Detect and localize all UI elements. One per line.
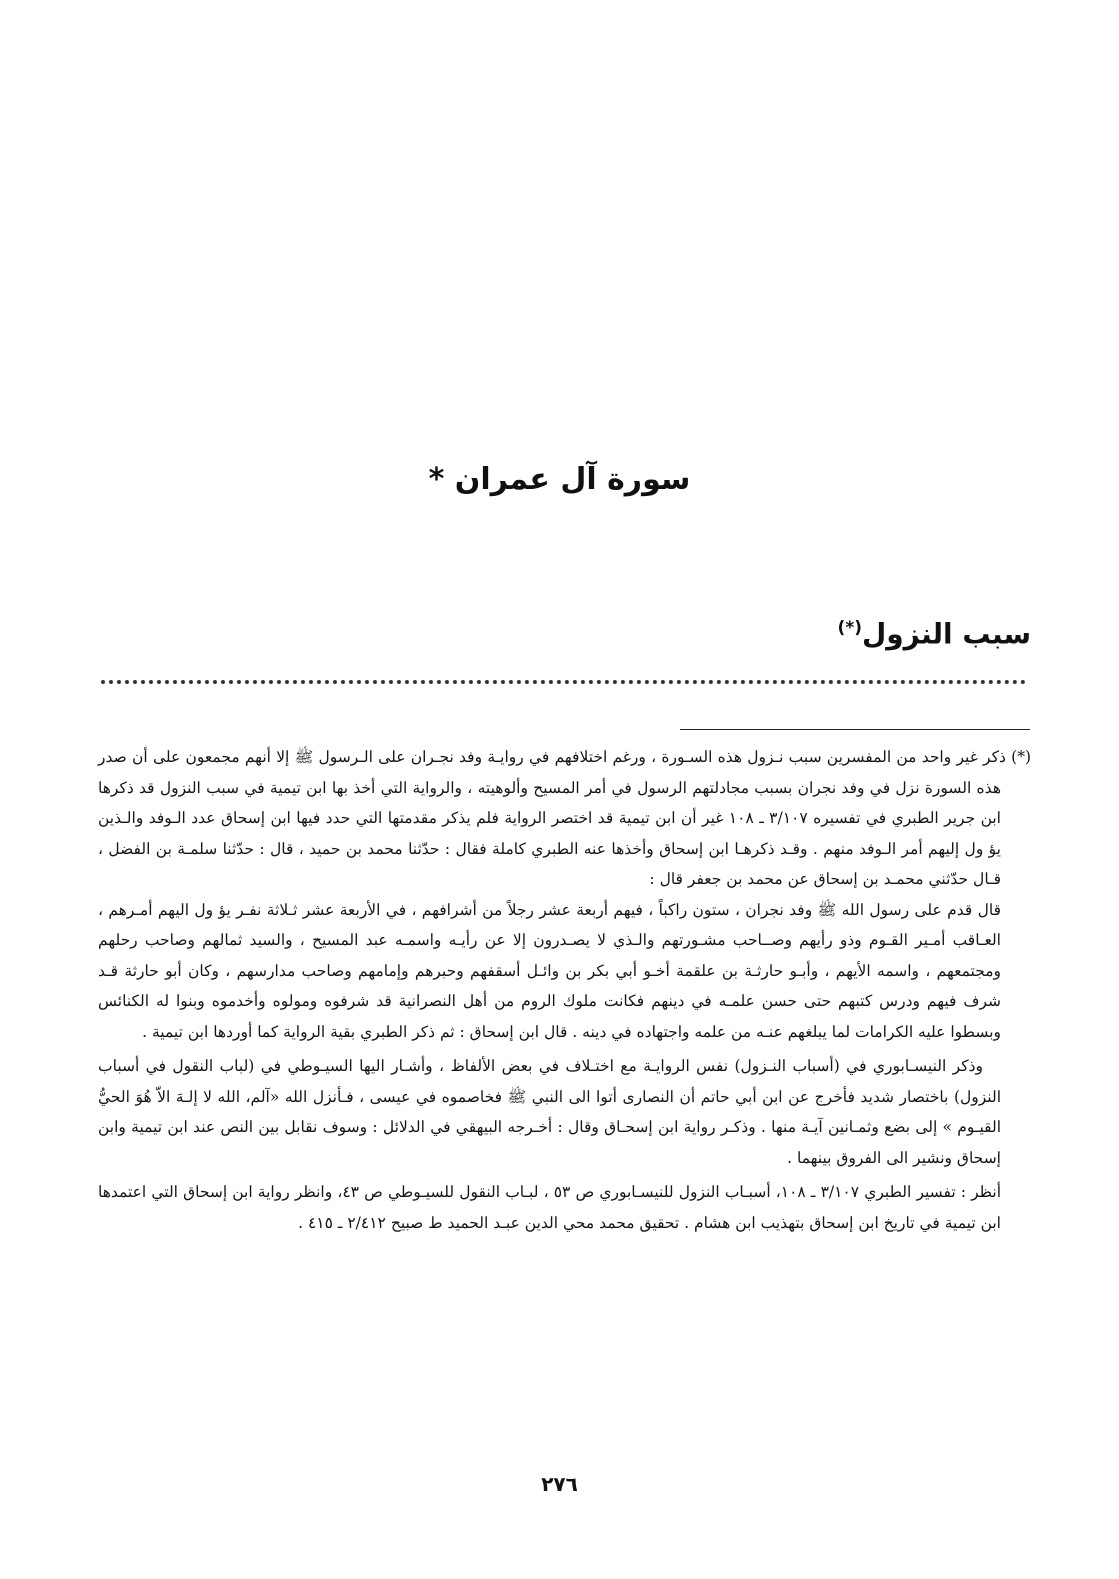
footnote-marker: (*) xyxy=(1011,748,1031,766)
surah-title: سورة آل عمران * xyxy=(428,462,691,497)
page-number: ٢٧٦ xyxy=(541,1472,578,1496)
section-title-text: سبب النزول xyxy=(861,617,1031,651)
footnote-paragraph-1 xyxy=(98,742,1031,895)
section-title-marker: (*) xyxy=(837,618,862,638)
footnotes xyxy=(98,742,1031,1238)
footnote-rule xyxy=(680,729,1030,730)
dotted-separator xyxy=(101,680,1026,684)
footnote-paragraph-4: أنظر : تفسير الطبري ٣/١٠٧ ـ ١٠٨، أسبـاب النزول للنيسـابوري ص ٥٣ ، لبـاب النقول للسيـوطي ص ٤٣، وانظر رواية ابن إسحاق التي اعتمدها ابن تيمية في تاريخ ابن إسحاق بتهذيب ابن هشام . تحقيق محمد محي الدين عبـد الحميد ط صبيح ٢/٤١٢ ـ ٤١٥ . xyxy=(98,1183,1002,1232)
footnote-paragraph-3: وذكر النيسـابوري في (أسباب النـزول) نفس الروايـة مع اختـلاف في بعض الألفاظ ، وأشـار اليها السيـوطي في (لباب النقول في أسباب النزول) باختصار شديد فأخرج عن ابن أبي حاتم أن النصارى أتوا الى النبي ﷺ فخاصموه في عيسى ، فـأنزل الله «آلم، الله لا إلـهَ الاّ هُوَ الحيُّ القيـوم » إلى بضع وثمـانين آيـة منها . وذكـر رواية ابن إسحـاق وقال : أخـرجه البيهقي في الدلائل : وسوف نقابل بين النص عند ابن تيمية وابن إسحاق ونشير الى الفروق بينهما . xyxy=(98,1057,1001,1167)
footnote-paragraph-2: قال قدم على رسول الله ﷺ وفد نجران ، ستون راكباً ، فيهم أربعة عشر رجلاً من أشرافهم ، في الأربعة عشر ثـلاثة نفـر يؤ ول اليهم أمـرهم ، العـاقب أمـير القـوم وذو رأيهم وصــاحب مشـورتهم والـذي لا يصـدرون إلا عن رأيـه واسمـه عبد المسيح ، والسيد ثمالهم وصاحب رحلهم ومجتمعهم ، واسمه الأيهم ، وأبـو حارثـة بن علقمة أخـو أبي بكر بن وائـل أسقفهم وحبرهم وإمامهم وصاحب مدارسهم ، وكان أبو حارثة قـد شرف فيهم ودرس كتبهم حتى حسن علمـه في دينهم فكانت ملوك الروم من أهل النصرانية قد شرفوه ومولوه وأخدموه وبنوا له الكنائس وبسطوا عليه الكرامات لما يبلغهم عنـه من علمه واجتهاده في دينه . قال ابن إسحاق : ثم ذكر الطبري بقية الرواية كما أوردها ابن تيمية . xyxy=(98,900,1001,1041)
section-title xyxy=(838,608,1031,654)
footnote-text-1: ذكر غير واحد من المفسرين سبب نـزول هذه السـورة ، ورغم اختلافهم في روايـة وفد نجـران على الـرسول ﷺ إلا أنهم مجمعون على أن صدر هذه السورة نزل في وفد نجران بسبب مجادلتهم الرسول في أمر المسيح وألوهيته ، والرواية التي أخذ بها ابن تيمية في سبب النزول قد ذكرها ابن جرير الطبري في تفسيره ٣/١٠٧ ـ ١٠٨ غير أن ابن تيمية قد اختصر الرواية فلم يذكر مقدمتها التي حدد فيها ابن إسحاق عدد الـوفد والـذين يؤ ول إليهم أمر الـوفد منهم . وقـد ذكرهـا ابن إسحاق وأخذها عنه الطبري كاملة فقال : حدّثنا محمد بن حميد ، قال : حدّثنا سلمـة بن الفضل ، قـال حدّثني محمـد بن إسحاق عن محمد بن جعفر قال : xyxy=(98,748,1006,888)
